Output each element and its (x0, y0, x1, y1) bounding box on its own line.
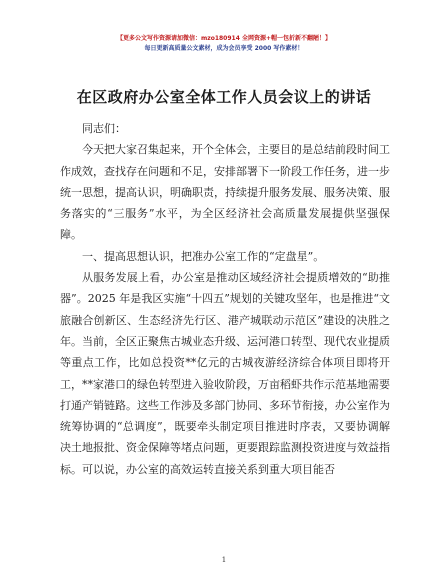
salutation: 同志们： (82, 122, 126, 135)
document-title: 在区政府办公室全体工作人员会议上的讲话 (76, 88, 372, 106)
document-body (60, 118, 390, 480)
promo-banner (0, 34, 448, 54)
promo-banner-line-1: 【更多公文写作资源请加微信：mzo180914 全网资源+帽一包折新不翻陋！】 (116, 35, 332, 42)
promo-banner-line-2: 每日更新高质量公文素材，成为会员享受 2000 写作素材！ (144, 45, 304, 52)
page-number: 1 (221, 556, 227, 564)
paragraph-service-development: 从服务发展上看，办公室是推动区域经济社会提质增效的“助推器”。2025 年是我区实施“十四五”规划的关键攻坚年，也是推进“文旅融合创新区、生态经济先行区、港产城联动示范区”建设的决胜之年。当前，全区正聚焦古城业态升级、运河港口转型、现代农业提质等重点工作，比如总投资**亿元的古城夜游经济综合体项目即将开工，**家港口的绿色转型进入验收阶段，万亩稻虾共作示范基地需要打通产销链路。这些工作涉及多部门协同、多环节衔接，办公室作为统筹协调的“总调度”，既要牵头制定项目推进时序表，又要协调解决土地报批、资金保障等堵点问题，更要跟踪监测投资进度与效益指标。可以说，办公室的高效运转直接关系到重大项目能否 (60, 271, 390, 476)
section-heading-1: 一、提高思想认识，把准办公室工作的“定盘星”。 (82, 249, 325, 263)
paragraph-intro: 今天把大家召集起来，开个全体会，主要目的是总结前段时间工作成效，查找存在问题和不足，安排部署下一阶段工作任务，进一步统一思想，提高认识，明确职责，持续提升服务发展、服务决策、服务落实的“三服务”水平，为全区经济社会高质量发展提供坚强保障。 (60, 143, 390, 242)
